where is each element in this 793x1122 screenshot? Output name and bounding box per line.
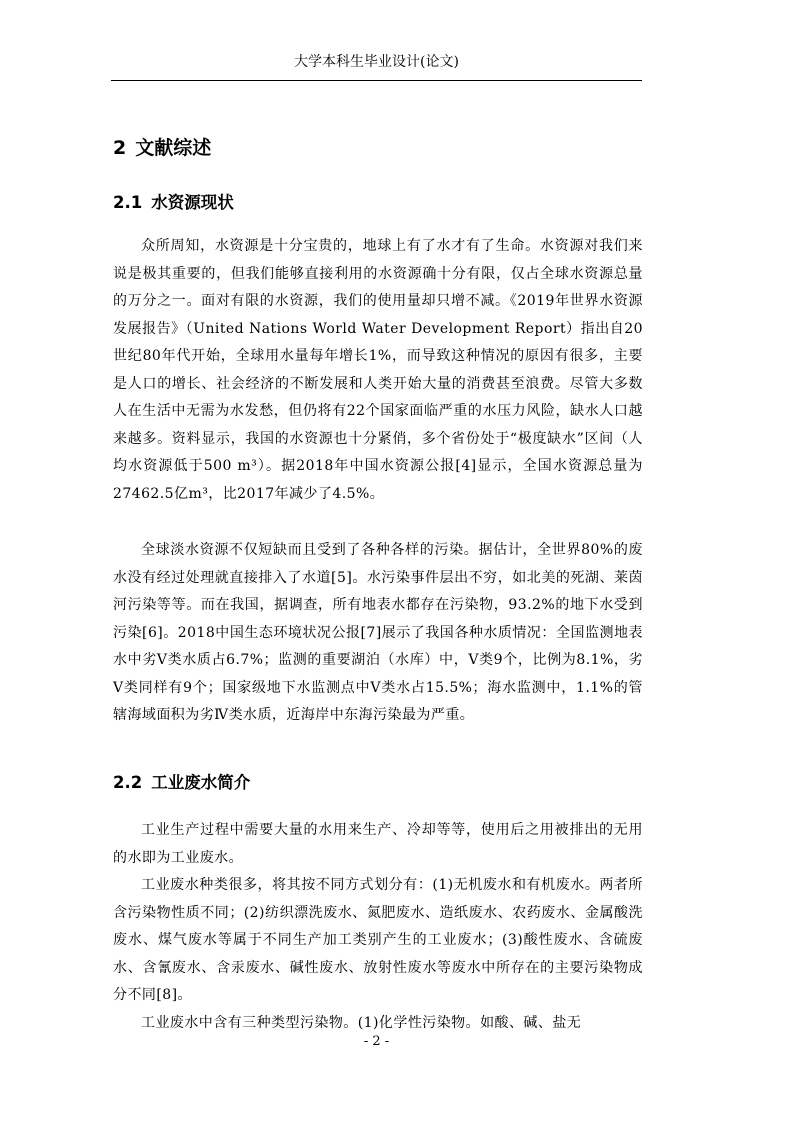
- body-paragraph: 工业废水种类很多，将其按不同方式划分有：(1)无机废水和有机废水。两者所含污染物性质不同；(2)纺织漂洗废水、氮肥废水、造纸废水、农药废水、金属酸洗废水、煤气废水等属于不同生产加工类别产生的工业废水；(3)酸性废水、含硫废水、含氰废水、含汞废水、碱性废水、放射性废水等废水中所存在的主要污染物成分不同[8]。: [113, 877, 643, 1003]
- body-paragraph: 众所周知，水资源是十分宝贵的，地球上有了水才有了生命。水资源对我们来说是极其重要的，但我们能够直接利用的水资源确十分有限，仅占全球水资源总量的万分之一。面对有限的水资源，我们的使用量却只增不减。《2019年世界水资源发展报告》（United Nations World Water Development Report）指出自20世纪80年代开始，全球用水量每年增长1%，而导致这种情况的原因有很多，主要是人口的增长、社会经济的不断发展和人类开始大量的消费甚至浪费。尽管大多数人在生活中无需为水发愁，但仍将有22个国家面临严重的水压力风险，缺水人口越来越多。资料显示，我国的水资源也十分紧俏，多个省份处于“极度缺水”区间（人均水资源低于500 m³）。据2018年中国水资源公报[4]显示，全国水资源总量为27462.5亿m³，比2017年减少了4.5%。: [113, 238, 643, 502]
- body-paragraph: 工业生产过程中需要大量的水用来生产、冷却等等，使用后之用被排出的无用的水即为工业废水。: [113, 822, 643, 866]
- chapter-number: 2: [113, 137, 127, 159]
- body-paragraph: 全球淡水资源不仅短缺而且受到了各种各样的污染。据估计，全世界80%的废水没有经过处理就直接排入了水道[5]。水污染事件层出不穷，如北美的死湖、莱茵河污染等等。而在我国，据调查，所有地表水都存在污染物，93.2%的地下水受到污染[6]。2018中国生态环境状况公报[7]展示了我国各种水质情况：全国监测地表水中劣Ⅴ类水质占6.7%；监测的重要湖泊（水库）中，Ⅴ类9个，比例为8.1%，劣Ⅴ类同样有9个；国家级地下水监测点中Ⅴ类水占15.5%；海水监测中，1.1%的管辖海域面积为劣Ⅳ类水质，近海岸中东海污染最为严重。: [113, 542, 643, 723]
- section-title: 工业废水简介: [151, 773, 251, 792]
- section-number: 2.1: [113, 193, 143, 212]
- page-header: 大学本科生毕业设计(论文): [294, 54, 459, 70]
- section-number: 2.2: [113, 773, 143, 792]
- header-rule: [111, 80, 642, 81]
- body-paragraph: 工业废水中含有三种类型污染物。(1)化学性污染物。如酸、碱、盐无: [141, 1015, 582, 1031]
- chapter-title: 文献综述: [135, 137, 212, 159]
- chapter-heading: [113, 135, 211, 161]
- page-number: - 2 -: [363, 1034, 390, 1049]
- section-title: 水资源现状: [151, 193, 234, 212]
- section-heading-2-2: [113, 771, 250, 795]
- section-heading-2-1: [113, 191, 234, 215]
